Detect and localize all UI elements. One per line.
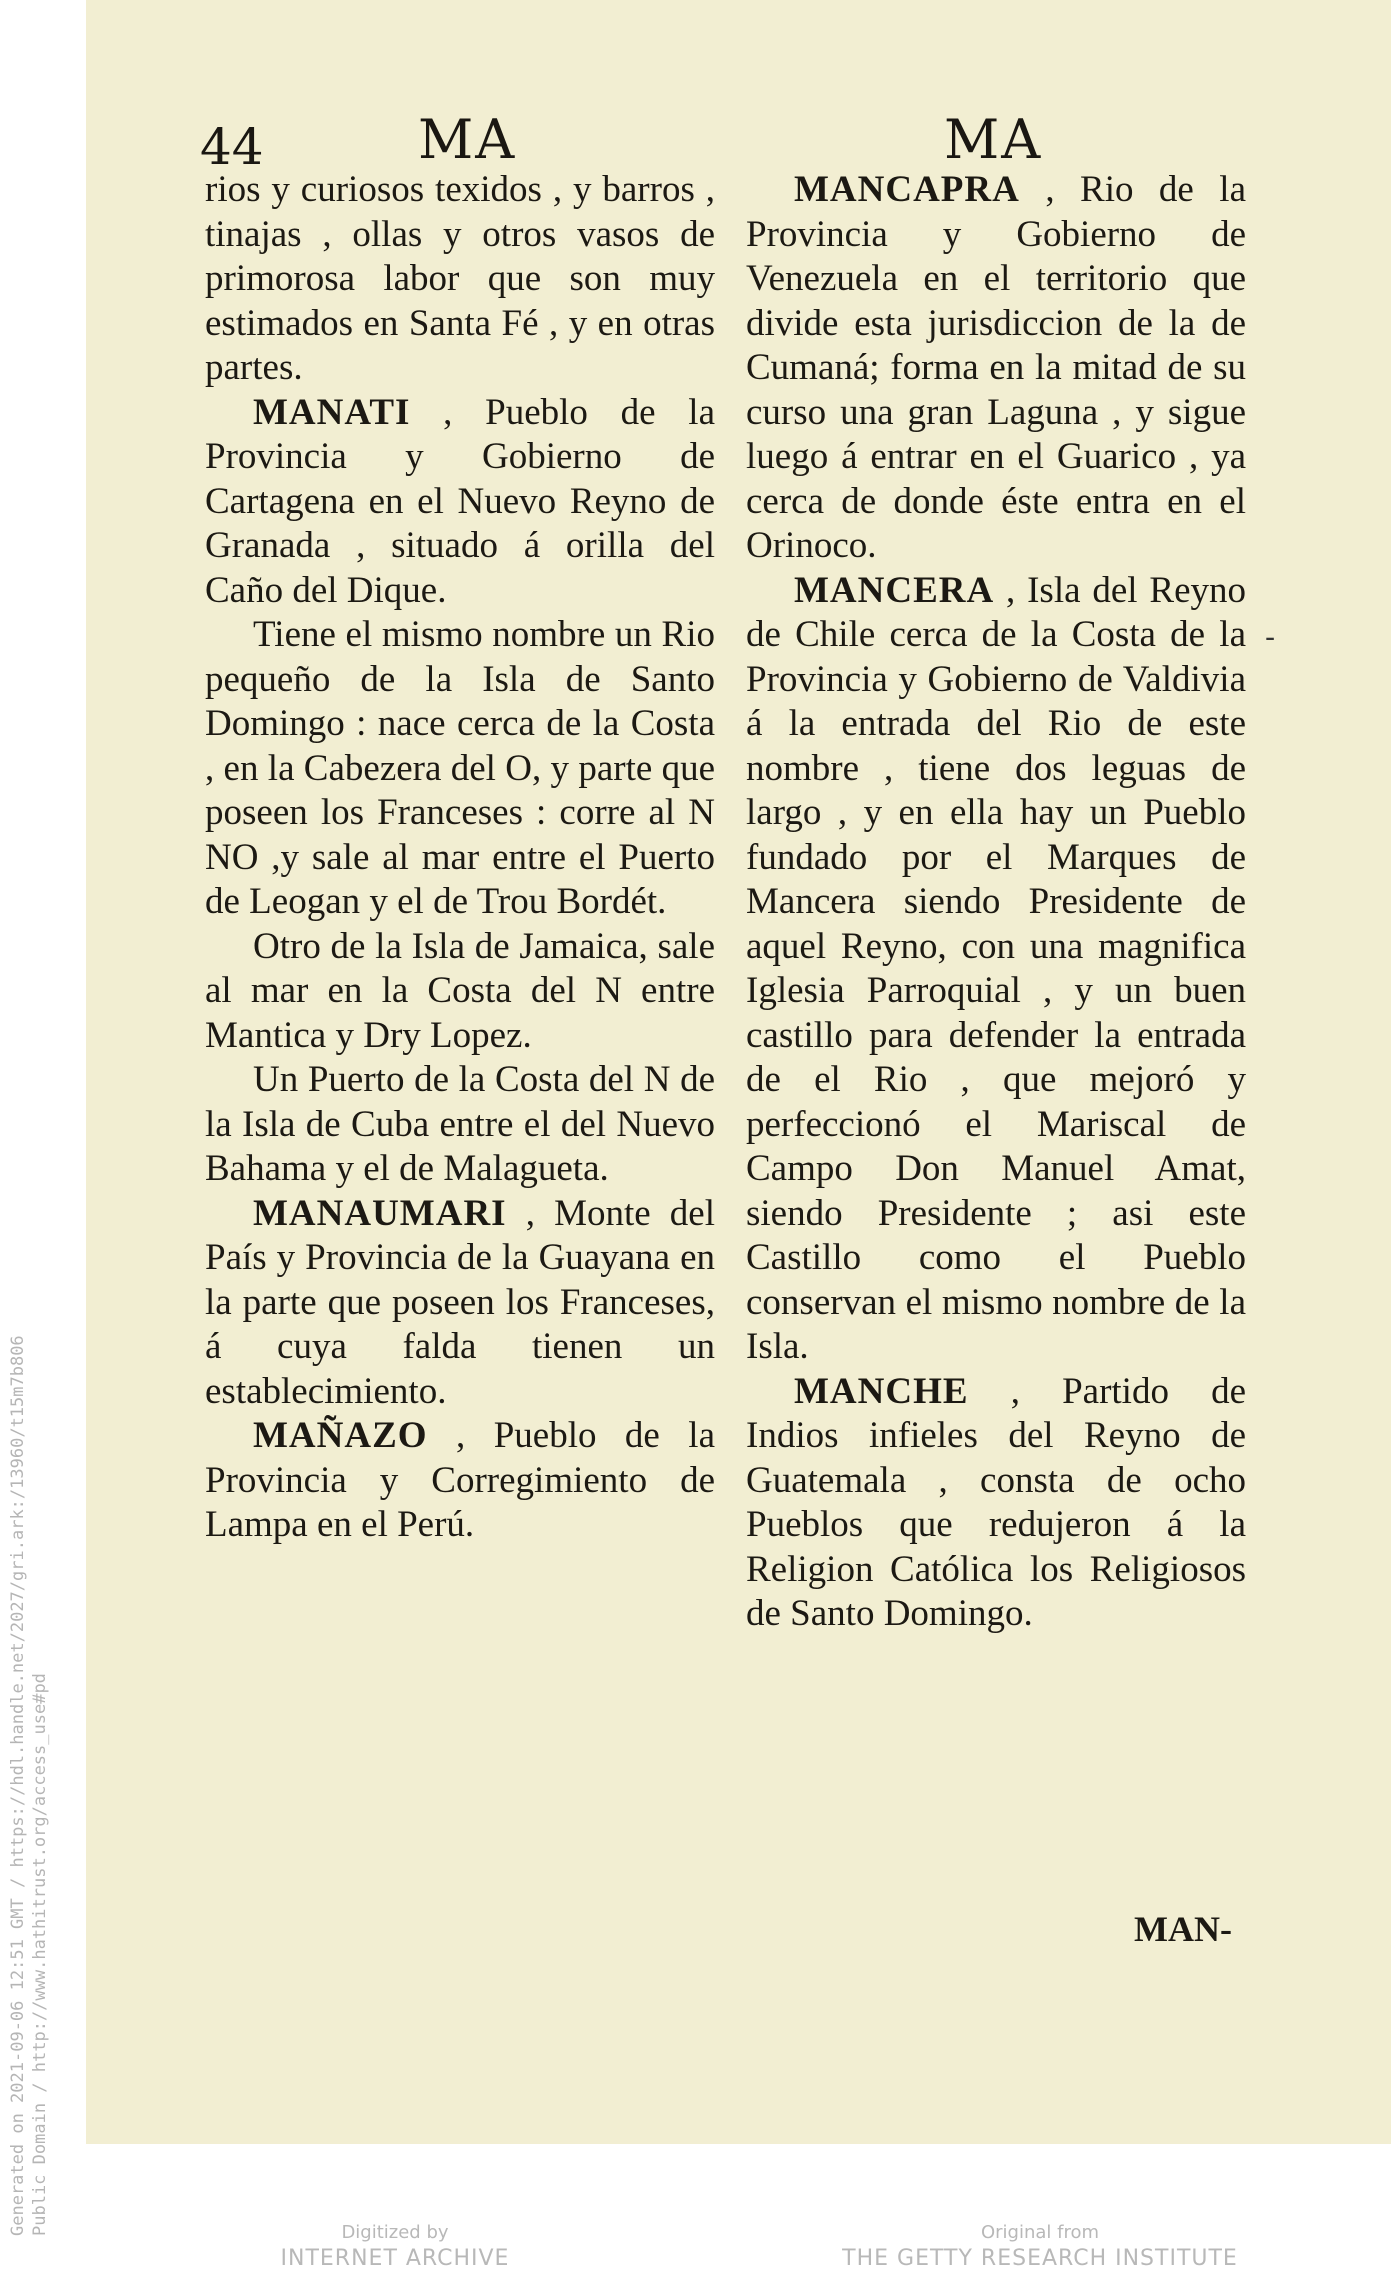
digitized-by-credit [230,2222,560,2274]
internet-archive-label: INTERNET ARCHIVE [280,2246,510,2271]
entry-paragraph: Otro de la Isla de Jamaica, sale al mar en la Costa del N entre Mantica y Dry Lopez. [205,925,715,1056]
entry-paragraph: MAÑAZO , Pueblo de la Provincia y Corregimiento de Lampa en el Perú. [205,1415,716,1545]
entry-paragraph: MANCERA , Isla del Reyno de Chile cerca de la Costa de la Provincia y Gobierno de Valdivia á la entrada del Rio de este nombre , tiene dos leguas de largo , y en ella hay un Pueblo fundado por el Marques de Mancera siendo Presidente de aquel Reyno, con una magnifica Iglesia Parroquial , y un buen castillo para defender la entrada de el Rio , que mejoró y perfeccionó el Mariscal de Campo Don Manuel Amat, siendo Presidente ; asi este Castillo como el Pueblo conservan el mismo nombre de la Isla. [746,569,1246,1367]
catchword: MAN- [1134,1909,1232,1949]
entry-paragraph: MANCHE , Partido de Indios infieles del Reyno de Guatemala , consta de ocho Pueblos que redujeron á la Religion Católica los Religiosos de Santo Domingo. [746,1370,1247,1634]
hathitrust-margin-stamp [0,0,70,2271]
entry-paragraph: rios y curiosos texidos , y barros , tinajas , ollas y otros vasos de primorosa labor que son muy estimados en Santa Fé , y en otras partes. [205,169,715,388]
left-running-header: MA [418,108,517,171]
entry-paragraph: MANCAPRA , Rio de la Provincia y Gobierno de Venezuela en el territorio que divide esta jurisdiccion de la de Cumaná; forma en la mitad de su curso una gran Laguna , y sigue luego á entrar en el Guarico , ya cerca de donde éste entra en el Orinoco. [746,169,1246,566]
right-column [746,168,1246,1637]
entry-paragraph: Tiene el mismo nombre un Rio pequeño de la Isla de Santo Domingo : nace cerca de la Costa , en la Cabezera del O, y parte que poseen los Franceses : corre al N NO ,y sale al mar entre el Puerto de Leogan y el de Trou Bordét. [205,614,715,922]
right-running-header: MA [944,108,1043,171]
entry-paragraph: MANATI , Pueblo de la Provincia y Gobierno de Cartagena en el Nuevo Reyno de Granada , situado á orilla del Caño del Dique. [205,391,716,611]
public-domain-stamp-line: Public Domain / http://www.hathitrust.org/access_use#pd [30,1673,50,2236]
entry-paragraph: Un Puerto de la Costa del N de la Isla de Cuba entre el del Nuevo Bahama y el de Malagueta. [205,1059,715,1189]
getty-institute-label: THE GETTY RESEARCH INSTITUTE [842,2246,1238,2271]
original-from-credit [840,2222,1240,2274]
margin-dash-mark: - [1265,620,1276,655]
original-from-label: Original from [980,2222,1100,2243]
entry-paragraph: MANAUMARI , Monte del País y Provincia de la Guayana en la parte que poseen los Franceses, á cuya falda tienen un establecimiento. [205,1192,715,1412]
left-column [205,168,715,1548]
generated-stamp-line: Generated on 2021-09-06 12:51 GMT / https://hdl.handle.net/2027/gri.ark:/13960/t15m7b806 [8,1335,28,2236]
digitized-by-label: Digitized by [341,2222,449,2243]
page-number: 44 [200,118,264,176]
